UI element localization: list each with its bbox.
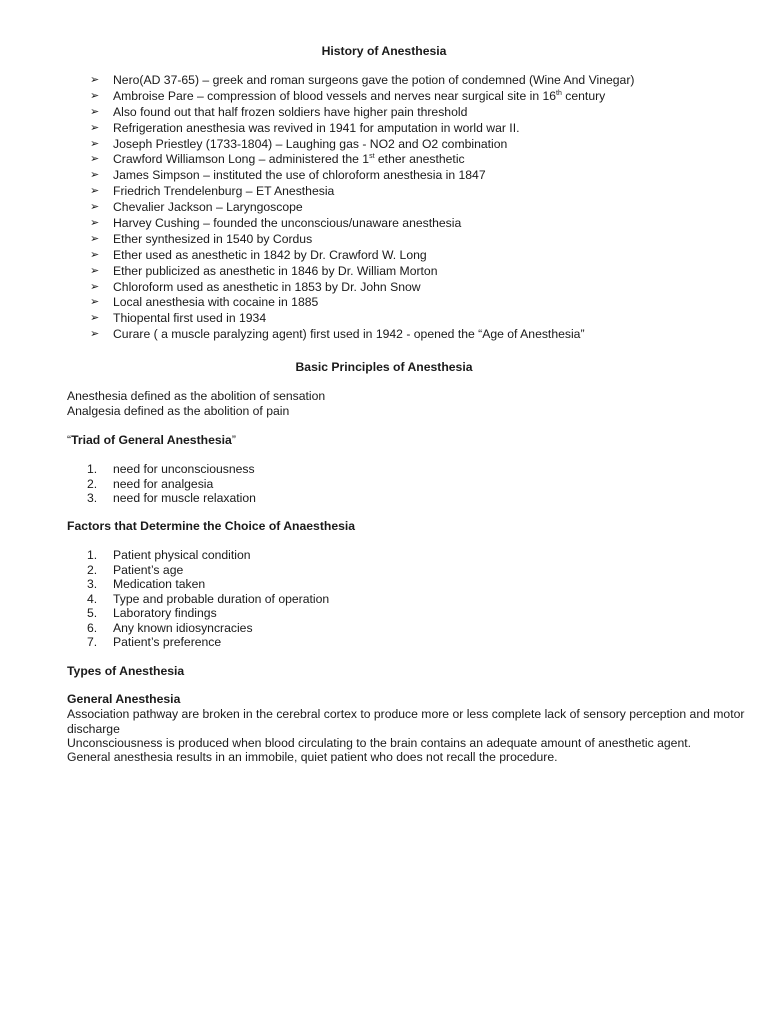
factor-item-number: 2.: [87, 562, 98, 577]
history-item-superscript: th: [556, 89, 562, 97]
triad-title: Triad of General Anesthesia: [71, 433, 232, 447]
principles-title: Basic Principles of Anesthesia: [295, 360, 473, 374]
history-list-item: [90, 200, 634, 216]
triad-item: [67, 491, 256, 506]
arrow-bullet-icon: ➢: [90, 296, 100, 309]
history-item-text: Thiopental first used in 1934: [113, 311, 267, 326]
arrow-bullet-icon: ➢: [90, 201, 100, 214]
factor-item: [67, 635, 329, 650]
triad-item-text: need for muscle relaxation: [113, 491, 256, 505]
history-list-item: [90, 121, 634, 137]
factor-item: [67, 592, 329, 607]
history-list-item: [90, 327, 634, 343]
factor-item: [67, 606, 329, 621]
triad-open-quote: “: [67, 433, 72, 447]
history-title: History of Anesthesia: [321, 44, 447, 58]
factors-list: [67, 548, 329, 650]
arrow-bullet-icon: ➢: [90, 264, 100, 277]
history-list-item: [90, 216, 634, 232]
history-list-item: [90, 152, 634, 168]
arrow-bullet-icon: ➢: [90, 328, 100, 341]
arrow-bullet-icon: ➢: [90, 74, 100, 86]
history-list-item: [90, 295, 634, 311]
general-anesthesia-paragraph-1: Association pathway are broken in the cerebral cortex to produce more or less complete lack of sensory perception and motor discharge: [67, 707, 745, 736]
triad-item-number: 3.: [87, 491, 98, 505]
history-list-item: [90, 89, 634, 105]
arrow-bullet-icon: ➢: [90, 248, 100, 261]
factor-item-text: Patient’s preference: [113, 635, 222, 649]
factor-item: [67, 563, 329, 578]
factor-item-number: 6.: [87, 620, 98, 635]
factor-item-text: Medication taken: [113, 577, 206, 591]
arrow-bullet-icon: ➢: [90, 121, 100, 134]
history-item-text: Curare ( a muscle paralyzing agent) first used in 1942 - opened the “Age of Anesthesia”: [113, 327, 585, 342]
factor-item-text: Laboratory findings: [113, 606, 217, 620]
factor-item-text: Type and probable duration of operation: [113, 591, 330, 606]
general-anesthesia-heading: General Anesthesia: [67, 692, 181, 706]
history-list-item: [90, 232, 634, 248]
factor-item: [67, 548, 329, 563]
arrow-bullet-icon: ➢: [90, 153, 100, 166]
history-list-item: [90, 168, 634, 184]
arrow-bullet-icon: ➢: [90, 280, 100, 293]
triad-item-number: 2.: [87, 476, 98, 491]
general-anesthesia-paragraph-2: Unconsciousness is produced when blood circulating to the brain contains an adequate amount of anesthetic agent.: [67, 736, 692, 750]
types-heading: Types of Anesthesia: [67, 664, 185, 678]
arrow-bullet-icon: ➢: [90, 312, 100, 325]
factor-item-number: 4.: [87, 591, 98, 606]
history-list-item: [90, 311, 634, 327]
analgesia-definition: Analgesia defined as the abolition of pain: [67, 404, 290, 418]
factor-item-text: Patient’s age: [113, 562, 184, 577]
history-item-text: Crawford Williamson Long – administered the 1: [113, 152, 370, 167]
arrow-bullet-icon: ➢: [90, 169, 100, 182]
triad-heading: [67, 433, 747, 448]
history-item-text: Ambroise Pare – compression of blood vessels and nerves near surgical site in 16: [113, 88, 557, 103]
history-item-text-after: century: [561, 88, 606, 103]
arrow-bullet-icon: ➢: [90, 105, 100, 118]
history-list: [90, 73, 634, 343]
factor-item-text: Patient physical condition: [113, 548, 251, 562]
arrow-bullet-icon: ➢: [90, 217, 100, 230]
history-list-item: [90, 264, 634, 280]
history-list-item: [90, 73, 634, 89]
history-item-text: James Simpson – instituted the use of chloroform anesthesia in 1847: [113, 168, 486, 183]
history-list-item: [90, 248, 634, 264]
history-item-text: Ether used as anesthetic in 1842 by Dr. Crawford W. Long: [113, 247, 427, 262]
triad-item-text: need for unconsciousness: [113, 462, 255, 476]
triad-item: [67, 477, 256, 492]
factor-item-number: 5.: [87, 606, 98, 620]
general-anesthesia-paragraph-3: General anesthesia results in an immobile, quiet patient who does not recall the procedure.: [67, 750, 558, 764]
history-item-text: Friedrich Trendelenburg – ET Anesthesia: [113, 184, 335, 199]
history-item-text: Nero(AD 37-65) – greek and roman surgeons gave the potion of condemned (Wine And Vinegar): [113, 73, 635, 87]
arrow-bullet-icon: ➢: [90, 137, 100, 150]
triad-list: [67, 462, 256, 506]
factor-item: [67, 577, 329, 592]
history-item-text-after: ether anesthetic: [374, 152, 465, 167]
history-list-item: [90, 137, 634, 153]
history-item-text: Also found out that half frozen soldiers have higher pain threshold: [113, 104, 468, 119]
triad-close-quote: ”: [231, 433, 236, 447]
history-list-item: [90, 105, 634, 121]
arrow-bullet-icon: ➢: [90, 185, 100, 198]
triad-item-number: 1.: [87, 462, 98, 476]
factor-item-number: 3.: [87, 577, 98, 591]
triad-item: [67, 462, 256, 477]
history-item-text: Local anesthesia with cocaine in 1885: [113, 295, 319, 310]
history-list-item: [90, 280, 634, 296]
history-item-text: Refrigeration anesthesia was revived in 1941 for amputation in world war II.: [113, 120, 520, 135]
anesthesia-definition: Anesthesia defined as the abolition of sensation: [67, 389, 326, 403]
arrow-bullet-icon: ➢: [90, 89, 100, 102]
factor-item-text: Any known idiosyncracies: [113, 620, 253, 635]
history-list-item: [90, 184, 634, 200]
history-item-text: Ether synthesized in 1540 by Cordus: [113, 231, 313, 246]
history-item-superscript: st: [369, 153, 375, 161]
factor-item: [67, 621, 329, 636]
history-item-text: Joseph Priestley (1733-1804) – Laughing gas - NO2 and O2 combination: [113, 136, 508, 151]
factor-item-number: 7.: [87, 635, 98, 649]
factor-item-number: 1.: [87, 548, 98, 562]
arrow-bullet-icon: ➢: [90, 232, 100, 245]
history-item-text: Chevalier Jackson – Laryngoscope: [113, 200, 303, 215]
history-item-text: Harvey Cushing – founded the unconscious/unaware anesthesia: [113, 216, 462, 231]
triad-item-text: need for analgesia: [113, 476, 214, 491]
history-item-text: Ether publicized as anesthetic in 1846 by Dr. William Morton: [113, 263, 438, 278]
factors-heading: Factors that Determine the Choice of Anaesthesia: [67, 519, 356, 533]
history-item-text: Chloroform used as anesthetic in 1853 by Dr. John Snow: [113, 279, 421, 294]
